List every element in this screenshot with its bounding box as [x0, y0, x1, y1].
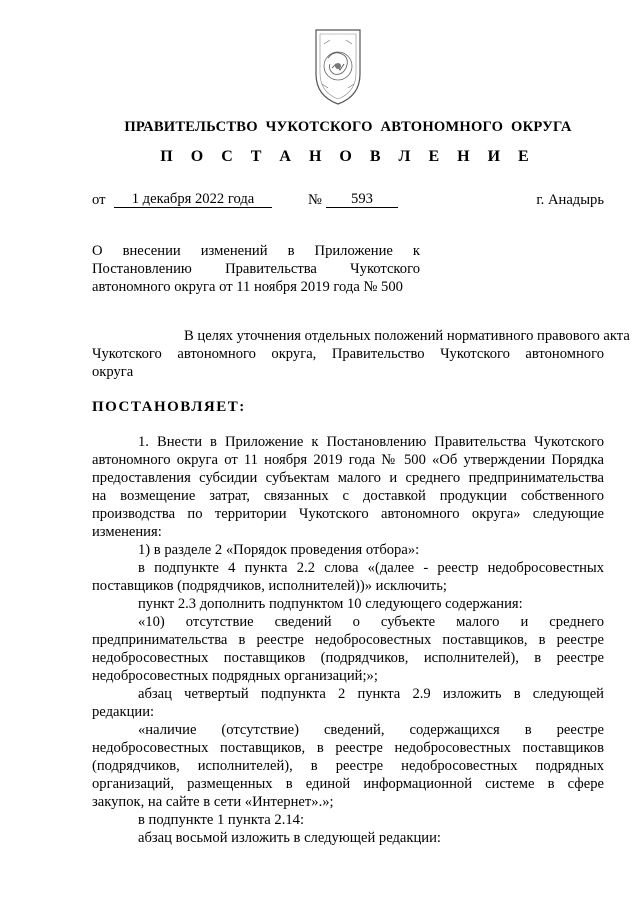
body-line: (подрядчиков, исполнителей), в реестре недобросовестных подрядных — [92, 758, 604, 774]
government-title: ПРАВИТЕЛЬСТВО ЧУКОТСКОГО АВТОНОМНОГО ОКРУГА — [124, 119, 572, 135]
body-line: пункт 2.3 дополнить подпунктом 10 следующего содержания: — [138, 596, 523, 612]
subject-line: О внесении изменений в Приложение к — [92, 243, 420, 259]
body-line: производства по территории Чукотского автономного округа» следующие — [92, 506, 604, 522]
body-line: в подпункте 4 пункта 2.2 слова «(далее - реестр недобросовестных — [138, 560, 604, 576]
body-line: редакции: — [92, 704, 155, 720]
body-line: 1. Внести в Приложение к Постановлению Правительства Чукотского — [138, 434, 604, 450]
body-line: недобросовестных поставщиков, в реестре недобросовестных поставщиков — [92, 740, 604, 756]
body-line: «наличие (отсутствие) сведений, содержащихся в реестре — [138, 722, 604, 738]
body-line: изменения: — [92, 524, 162, 540]
preamble-line: В целях уточнения отдельных положений нормативного правового акта — [184, 328, 630, 344]
coat-of-arms-emblem — [300, 24, 376, 108]
body-line: недобросовестных поставщиков (подрядчиков, исполнителей), в реестре — [92, 650, 604, 666]
body-line: абзац четвертый подпункта 2 пункта 2.9 изложить в следующей — [138, 686, 604, 702]
resolves-heading: ПОСТАНОВЛЯЕТ: — [92, 399, 246, 415]
subject-line: автономного округа от 11 ноября 2019 года № 500 — [92, 279, 403, 295]
document-type: П О С Т А Н О В Л Е Н И Е — [160, 148, 536, 165]
body-line: в подпункте 1 пункта 2.14: — [138, 812, 305, 828]
body-line: предпринимательства в реестре недобросовестных поставщиков, в реестре — [92, 632, 604, 648]
body-line: предоставления субсидии субъектам малого и среднего предпринимательства — [92, 470, 604, 486]
body-line: 1) в разделе 2 «Порядок проведения отбора»: — [138, 542, 420, 558]
body-line: на возмещение затрат, связанных с доставкой продукции собственного — [92, 488, 604, 504]
body-line: абзац восьмой изложить в следующей редакции: — [138, 830, 441, 846]
document-meta — [92, 191, 604, 211]
body-line: организаций, размещенных в единой информационной системе в сфере — [92, 776, 604, 792]
document-date: 1 декабря 2022 года — [131, 191, 255, 207]
body-line: автономного округа от 11 ноября 2019 года № 500 «Об утверждении Порядка — [92, 452, 604, 468]
subject-line: Постановлению Правительства Чукотского — [92, 261, 420, 277]
from-label: от — [92, 192, 106, 208]
city: г. Анадырь — [536, 192, 604, 208]
resolution-body — [92, 433, 604, 847]
body-line: закупок, на сайте в сети «Интернет».»; — [92, 794, 334, 810]
document-number: 593 — [351, 191, 373, 207]
document-subject — [92, 242, 420, 296]
number-label: № — [308, 192, 322, 208]
preamble — [92, 327, 630, 381]
body-line: поставщиков (подрядчиков, исполнителей))» исключить; — [92, 578, 447, 594]
preamble-line: округа — [92, 364, 134, 380]
body-line: недобросовестных подрядных организаций;»; — [92, 668, 378, 684]
preamble-line: Чукотского автономного округа, Правительство Чукотского автономного — [92, 346, 604, 362]
body-line: «10) отсутствие сведений о субъекте малого и среднего — [138, 614, 604, 630]
